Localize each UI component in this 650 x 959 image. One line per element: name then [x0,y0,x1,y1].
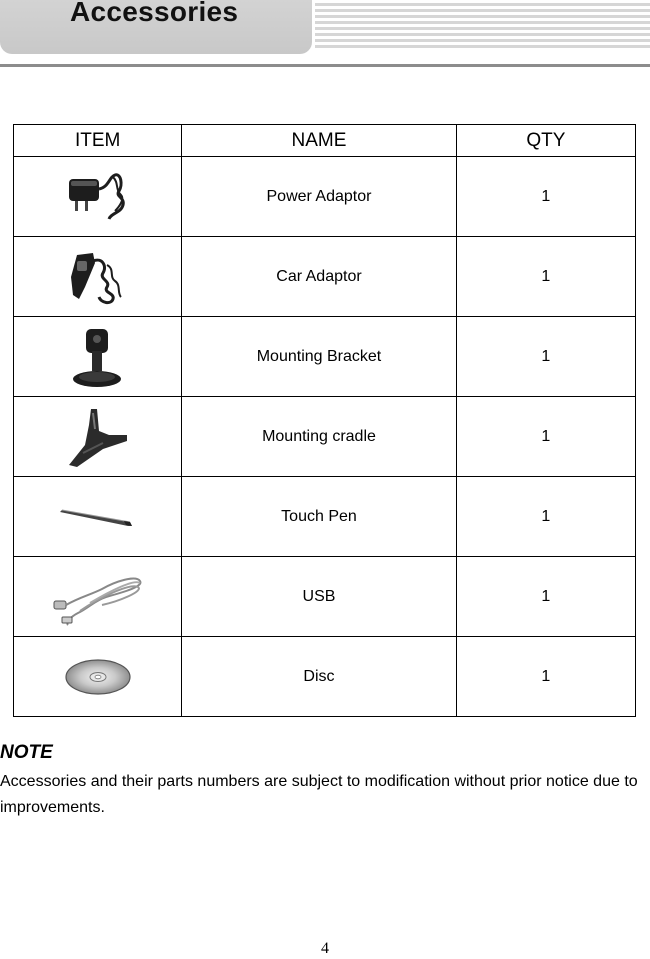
item-qty: 1 [456,637,635,717]
item-qty: 1 [456,477,635,557]
column-header-item: ITEM [14,125,182,157]
table-row [14,397,636,477]
item-qty: 1 [456,557,635,637]
item-name: Disc [182,637,456,717]
item-qty: 1 [456,317,635,397]
note-text: Accessories and their parts numbers are subject to modification without prior notice due to improvements. [0,773,638,816]
table-row [14,317,636,397]
note-heading: NOTE [0,742,53,763]
table-row [14,557,636,637]
item-cell [14,557,182,637]
item-qty: 1 [456,397,635,477]
item-qty: 1 [456,237,635,317]
header-divider [0,64,650,67]
item-name: Mounting cradle [182,397,456,477]
table-row [14,477,636,557]
item-cell [14,637,182,717]
car-adaptor-icon [14,247,181,307]
item-name: Mounting Bracket [182,317,456,397]
disc-icon [14,657,181,697]
item-name: Power Adaptor [182,157,456,237]
item-name: Car Adaptor [182,237,456,317]
power-adaptor-icon [14,169,181,225]
item-name: USB [182,557,456,637]
item-cell [14,477,182,557]
page-number: 4 [321,940,329,957]
column-header-qty: QTY [456,125,635,157]
header-stripes [315,0,650,48]
item-name: Touch Pen [182,477,456,557]
item-cell [14,317,182,397]
item-cell [14,157,182,237]
mounting-bracket-icon [14,325,181,389]
item-cell [14,237,182,317]
table-header-row [14,125,636,157]
item-qty: 1 [456,157,635,237]
accessories-table [13,124,636,717]
table-row [14,237,636,317]
touch-pen-icon [14,502,181,532]
item-cell [14,397,182,477]
column-header-name: NAME [182,125,456,157]
table-row [14,157,636,237]
table-row [14,637,636,717]
usb-cable-icon [14,567,181,627]
mounting-cradle-icon [14,405,181,469]
section-title: Accessories [70,0,239,27]
section-header-tab [0,0,312,54]
